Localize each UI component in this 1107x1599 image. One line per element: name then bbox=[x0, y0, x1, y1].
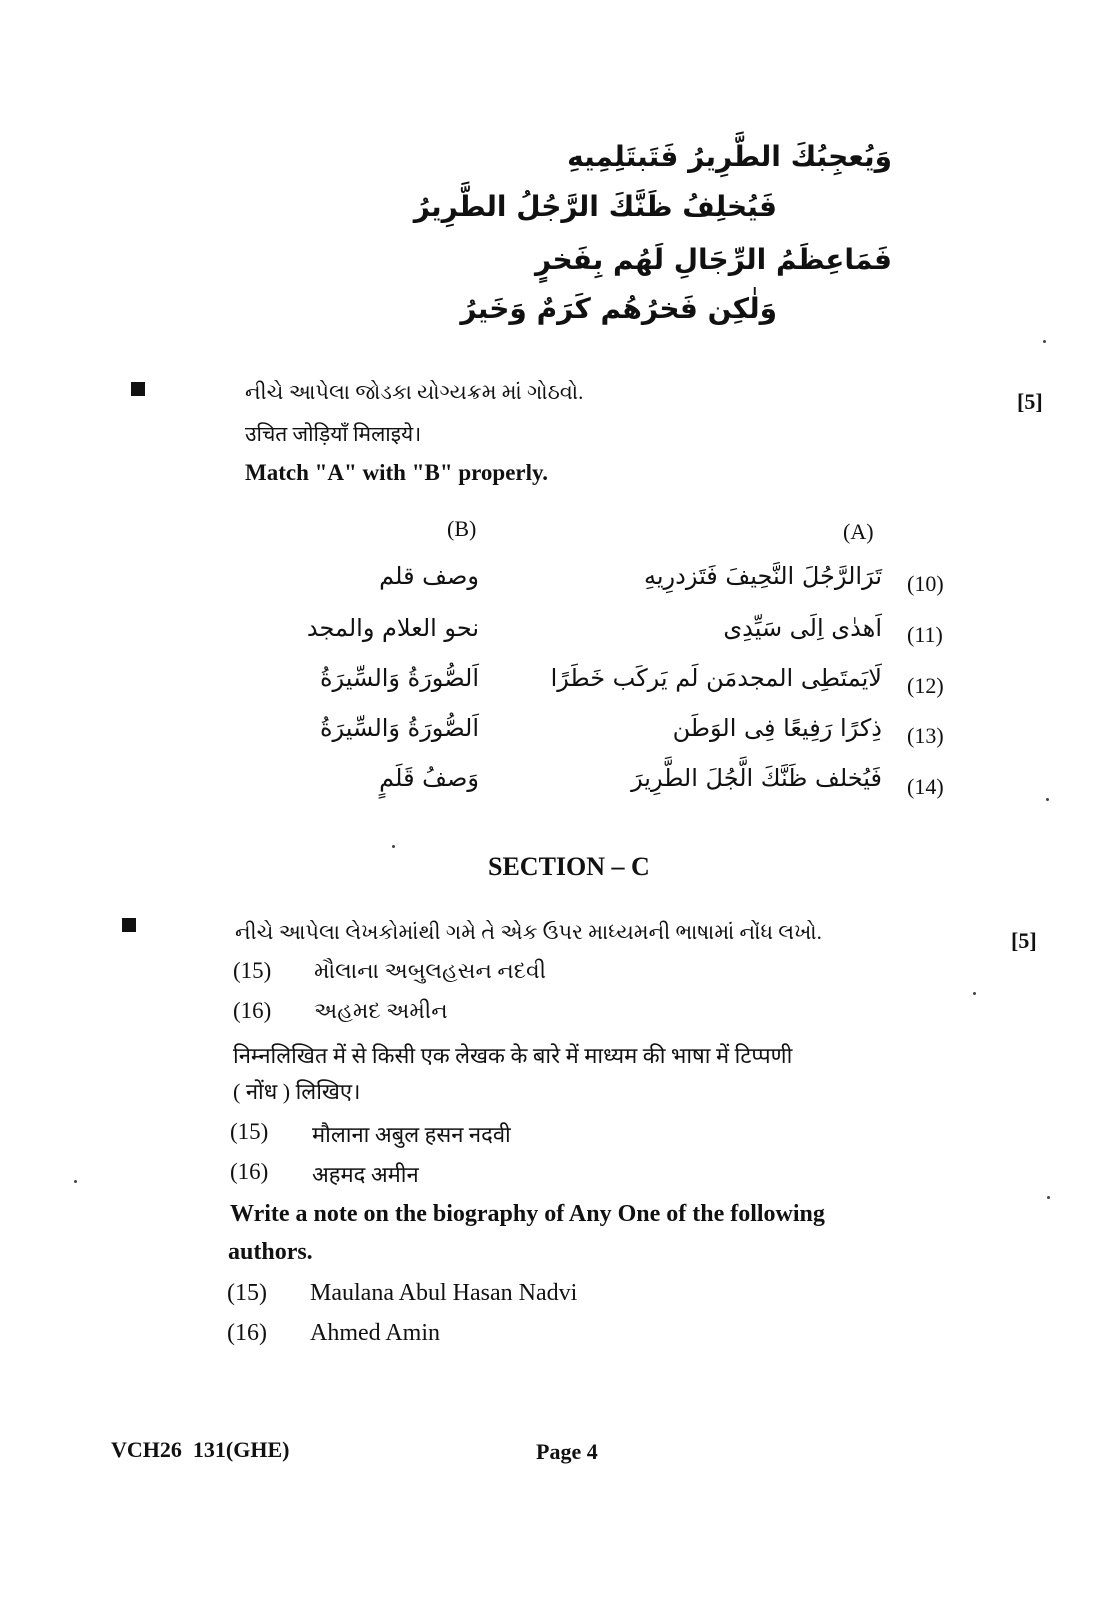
option-author: Maulana Abul Hasan Nadvi bbox=[310, 1280, 578, 1306]
paper-code: VCH26 131(GHE) bbox=[111, 1437, 290, 1462]
column-a-item: تَرَالرَّجُلَ النَّحِيفَ فَتَزدرِيهِ bbox=[644, 562, 882, 590]
scan-speck bbox=[973, 992, 976, 995]
row-number: (12) bbox=[907, 673, 944, 698]
column-b-item: اَلصُّورَةُ وَالسِّيرَةُ bbox=[319, 664, 479, 692]
option-number: (16) bbox=[230, 1159, 269, 1184]
option-author: અહમદ અમીન bbox=[314, 998, 448, 1023]
column-b-item: اَلصُّورَةُ وَالسِّيرَةُ bbox=[319, 714, 479, 742]
row-number: (10) bbox=[907, 571, 944, 596]
question-bullet bbox=[122, 918, 136, 932]
column-b-item: وَصفُ قَلَمٍ bbox=[379, 764, 479, 792]
match-marks: [5] bbox=[1017, 389, 1043, 414]
poem-line-3: فَمَاعِظَمُ الرِّجَالِ لَهُم بِفَخرٍ bbox=[535, 243, 892, 276]
column-b-header: (B) bbox=[447, 516, 477, 541]
column-b-item: نحو العلام والمجد bbox=[306, 614, 479, 642]
column-a-item: لَايَمتَطِى المجدمَن لَم يَركَب خَطَرًا bbox=[550, 664, 882, 692]
column-b-item: وصف قلم bbox=[379, 562, 479, 590]
scan-speck bbox=[392, 845, 395, 848]
column-a-item: اَهدٰى اِلَى سَيِّدِى bbox=[723, 614, 882, 642]
section-title: SECTION – C bbox=[488, 852, 650, 881]
option-author: Ahmed Amin bbox=[310, 1320, 440, 1346]
scan-speck bbox=[1046, 798, 1049, 801]
poem-line-2: فَيُخلِفُ ظَنَّكَ الرَّجُلُ الطَّرِيرُ bbox=[413, 190, 777, 223]
column-a-item: فَيُخلف ظَنَّكَ الَّجُلَ الطَّرِيرَ bbox=[631, 764, 882, 792]
option-number: (15) bbox=[227, 1280, 267, 1306]
row-number: (13) bbox=[907, 723, 944, 748]
poem-line-1: وَيُعجِبُكَ الطَّرِيرُ فَتَبتَلِمِيهِ bbox=[567, 140, 892, 173]
note-instruction-english-cont: authors. bbox=[228, 1239, 313, 1265]
column-a-header: (A) bbox=[843, 519, 874, 544]
match-instruction-english: Match "A" with "B" properly. bbox=[245, 460, 549, 485]
row-number: (14) bbox=[907, 774, 944, 799]
match-instruction-hindi: उचित जोड़ियाँ मिलाइये। bbox=[245, 422, 422, 446]
note-marks: [5] bbox=[1011, 928, 1037, 953]
option-number: (15) bbox=[230, 1119, 269, 1144]
note-instruction-hindi-cont: ( नोंध ) लिखिए। bbox=[233, 1079, 361, 1104]
page-number: Page 4 bbox=[536, 1439, 598, 1464]
scan-speck bbox=[74, 1180, 77, 1183]
row-number: (11) bbox=[907, 622, 943, 647]
poem-line-4: وَلٰكِن فَخرُهُم كَرَمٌ وَخَيرُ bbox=[460, 292, 777, 325]
match-instruction-gujarati: નીચે આપેલા જોડકા યોગ્યક્રમ માં ગોઠવો. bbox=[245, 380, 584, 404]
note-instruction-gujarati: નીચે આપેલા લેખકોમાંથી ગમે તે એક ઉપર માધ્યમની ભાષામાં નોંધ લખો. bbox=[235, 920, 822, 944]
question-bullet bbox=[131, 382, 145, 396]
option-author: अहमद अमीन bbox=[312, 1162, 419, 1187]
scan-speck bbox=[1043, 340, 1046, 343]
option-number: (16) bbox=[233, 998, 272, 1023]
option-author: मौलाना अबुल हसन नदवी bbox=[312, 1122, 511, 1147]
option-author: મૌલાના અબુલહસન નદવી bbox=[314, 958, 547, 983]
scan-speck bbox=[1047, 1196, 1050, 1199]
note-instruction-hindi: निम्नलिखित में से किसी एक लेखक के बारे में माध्यम की भाषा में टिप्पणी bbox=[233, 1043, 793, 1068]
option-number: (16) bbox=[227, 1320, 267, 1346]
note-instruction-english: Write a note on the biography of Any One of the following bbox=[230, 1201, 825, 1227]
column-a-item: ذِكرًا رَفِيعًا فِى الوَطَن bbox=[672, 714, 882, 742]
option-number: (15) bbox=[233, 958, 272, 983]
